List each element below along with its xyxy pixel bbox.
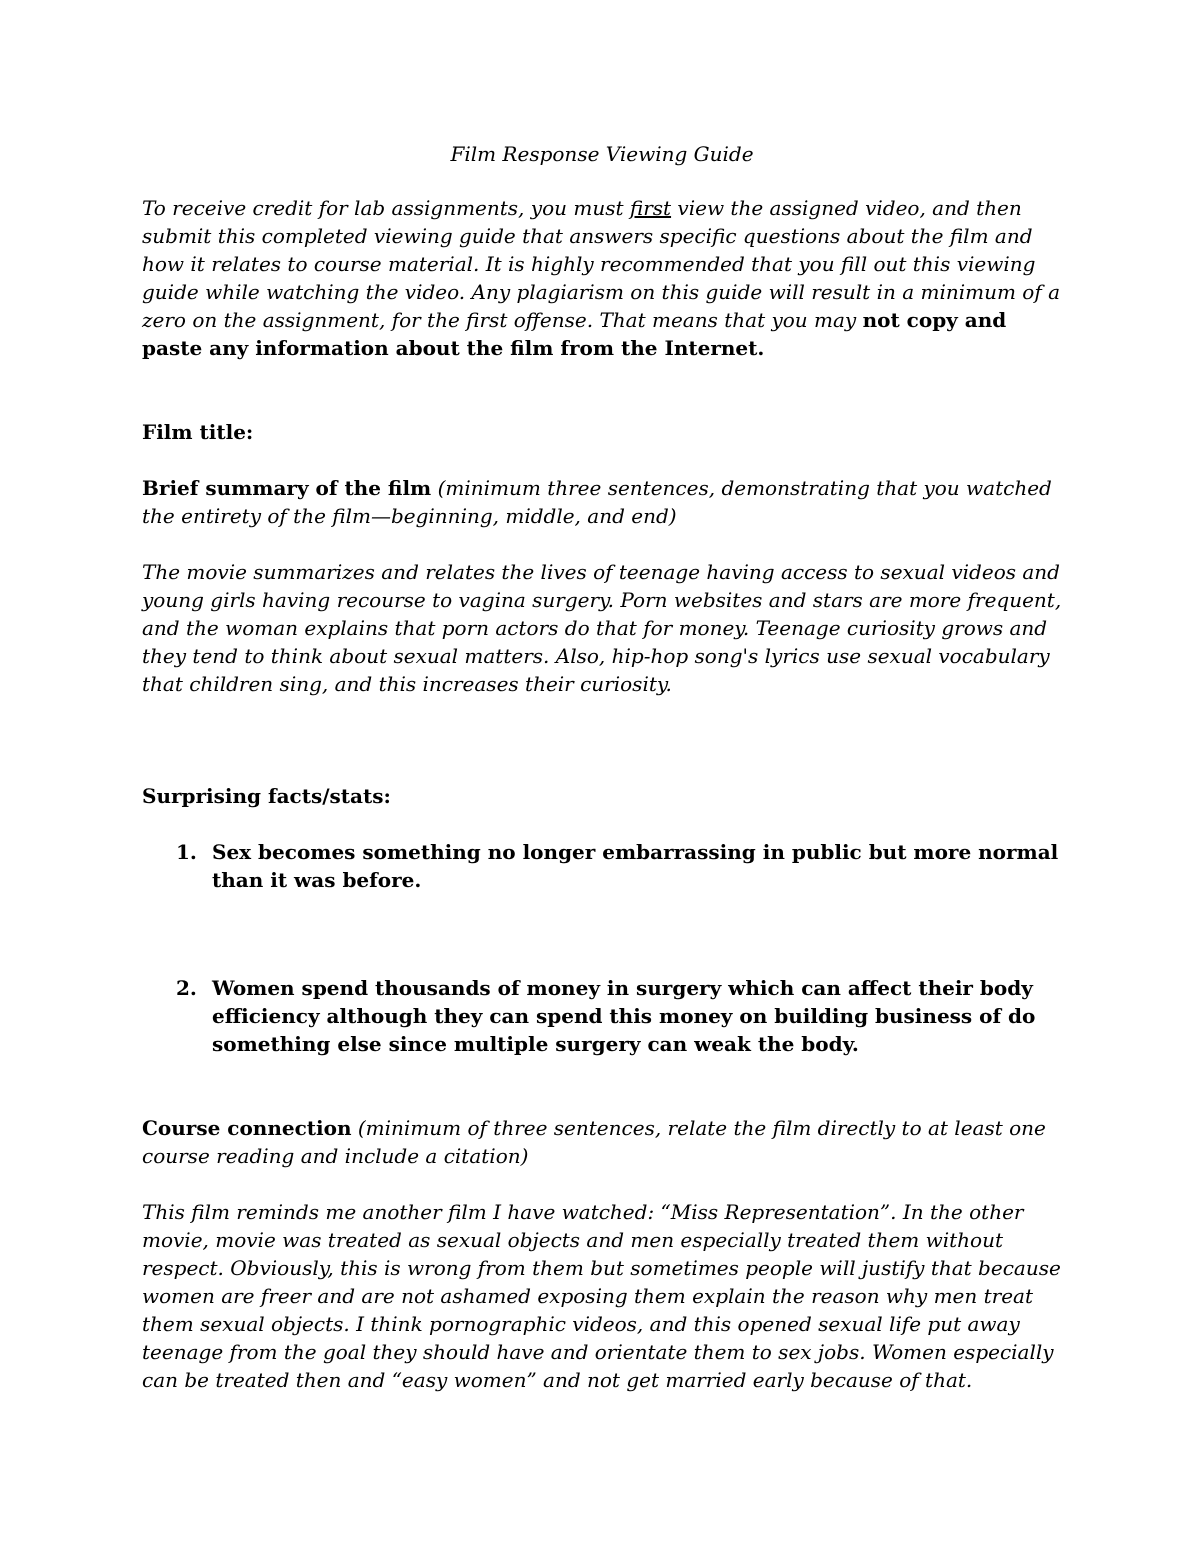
summary-instructions: (minimum three sentences, demonstrating that you watched the entirety of the film—beginning, middle, and end) [142, 476, 1052, 528]
document-page [142, 140, 1062, 1394]
fact-text: Women spend thousands of money in surgery which can affect their body efficiency although they can spend this money on building business of do something else since multiple surgery can weak the body. [212, 976, 1036, 1056]
film-title-label: Film title: [142, 420, 254, 444]
fact-number: 1. [176, 840, 197, 864]
instructions-period: . [757, 336, 765, 360]
course-label: Course connection [142, 1116, 352, 1140]
fact-text: Sex becomes something no longer embarrassing in public but more normal than it was before. [212, 840, 1059, 892]
instructions-paragraph [142, 194, 1062, 362]
course-answer: This film reminds me another film I have watched: “Miss Representation”. In the other movie, movie was treated as sexual objects and men especially treated them without respect. Obviously, this is wrong from them but sometimes people will justify that because women are freer and are not ashamed exposing them explain the reason why men treat them sexual objects. I think pornographic videos, and this opened sexual life put away teenage from the goal they should have and orientate them to sex jobs. Women especially can be treated then and “easy women” and not get married early because of that. [142, 1200, 1061, 1392]
summary-label: Brief summary of the film [142, 476, 432, 500]
document-title: Film Response Viewing Guide [450, 142, 754, 166]
instructions-text-1: To receive credit for lab assignments, you must [142, 196, 630, 220]
facts-label: Surprising facts/stats: [142, 784, 391, 808]
fact-item-1 [142, 838, 1062, 894]
fact-number: 2. [176, 976, 197, 1000]
facts-list [142, 838, 1062, 1058]
instructions-bold-warning: not copy and paste any information about the film from the Internet [142, 308, 1007, 360]
fact-item-2 [142, 974, 1062, 1058]
instructions-text-2: view the assigned video, and then submit this completed viewing guide that answers specific questions about the film and how it relates to course material. It is highly recommended that you fill out this viewing guide while watching the video. Any plagiarism on this guide will result in a minimum of a zero on the assignment, for the first offense. That means that you may [142, 196, 1061, 332]
instructions-underlined-word: first [629, 196, 672, 220]
summary-heading [142, 474, 1062, 530]
course-instructions: (minimum of three sentences, relate the film directly to at least one course reading and include a citation) [142, 1116, 1046, 1168]
course-heading [142, 1114, 1062, 1170]
summary-answer: The movie summarizes and relates the lives of teenage having access to sexual videos and young girls having recourse to vagina surgery. Porn websites and stars are more frequent, and the woman explains that porn actors do that for money. Teenage curiosity grows and they tend to think about sexual matters. Also, hip-hop song's lyrics use sexual vocabulary that children sing, and this increases their curiosity. [142, 560, 1062, 696]
